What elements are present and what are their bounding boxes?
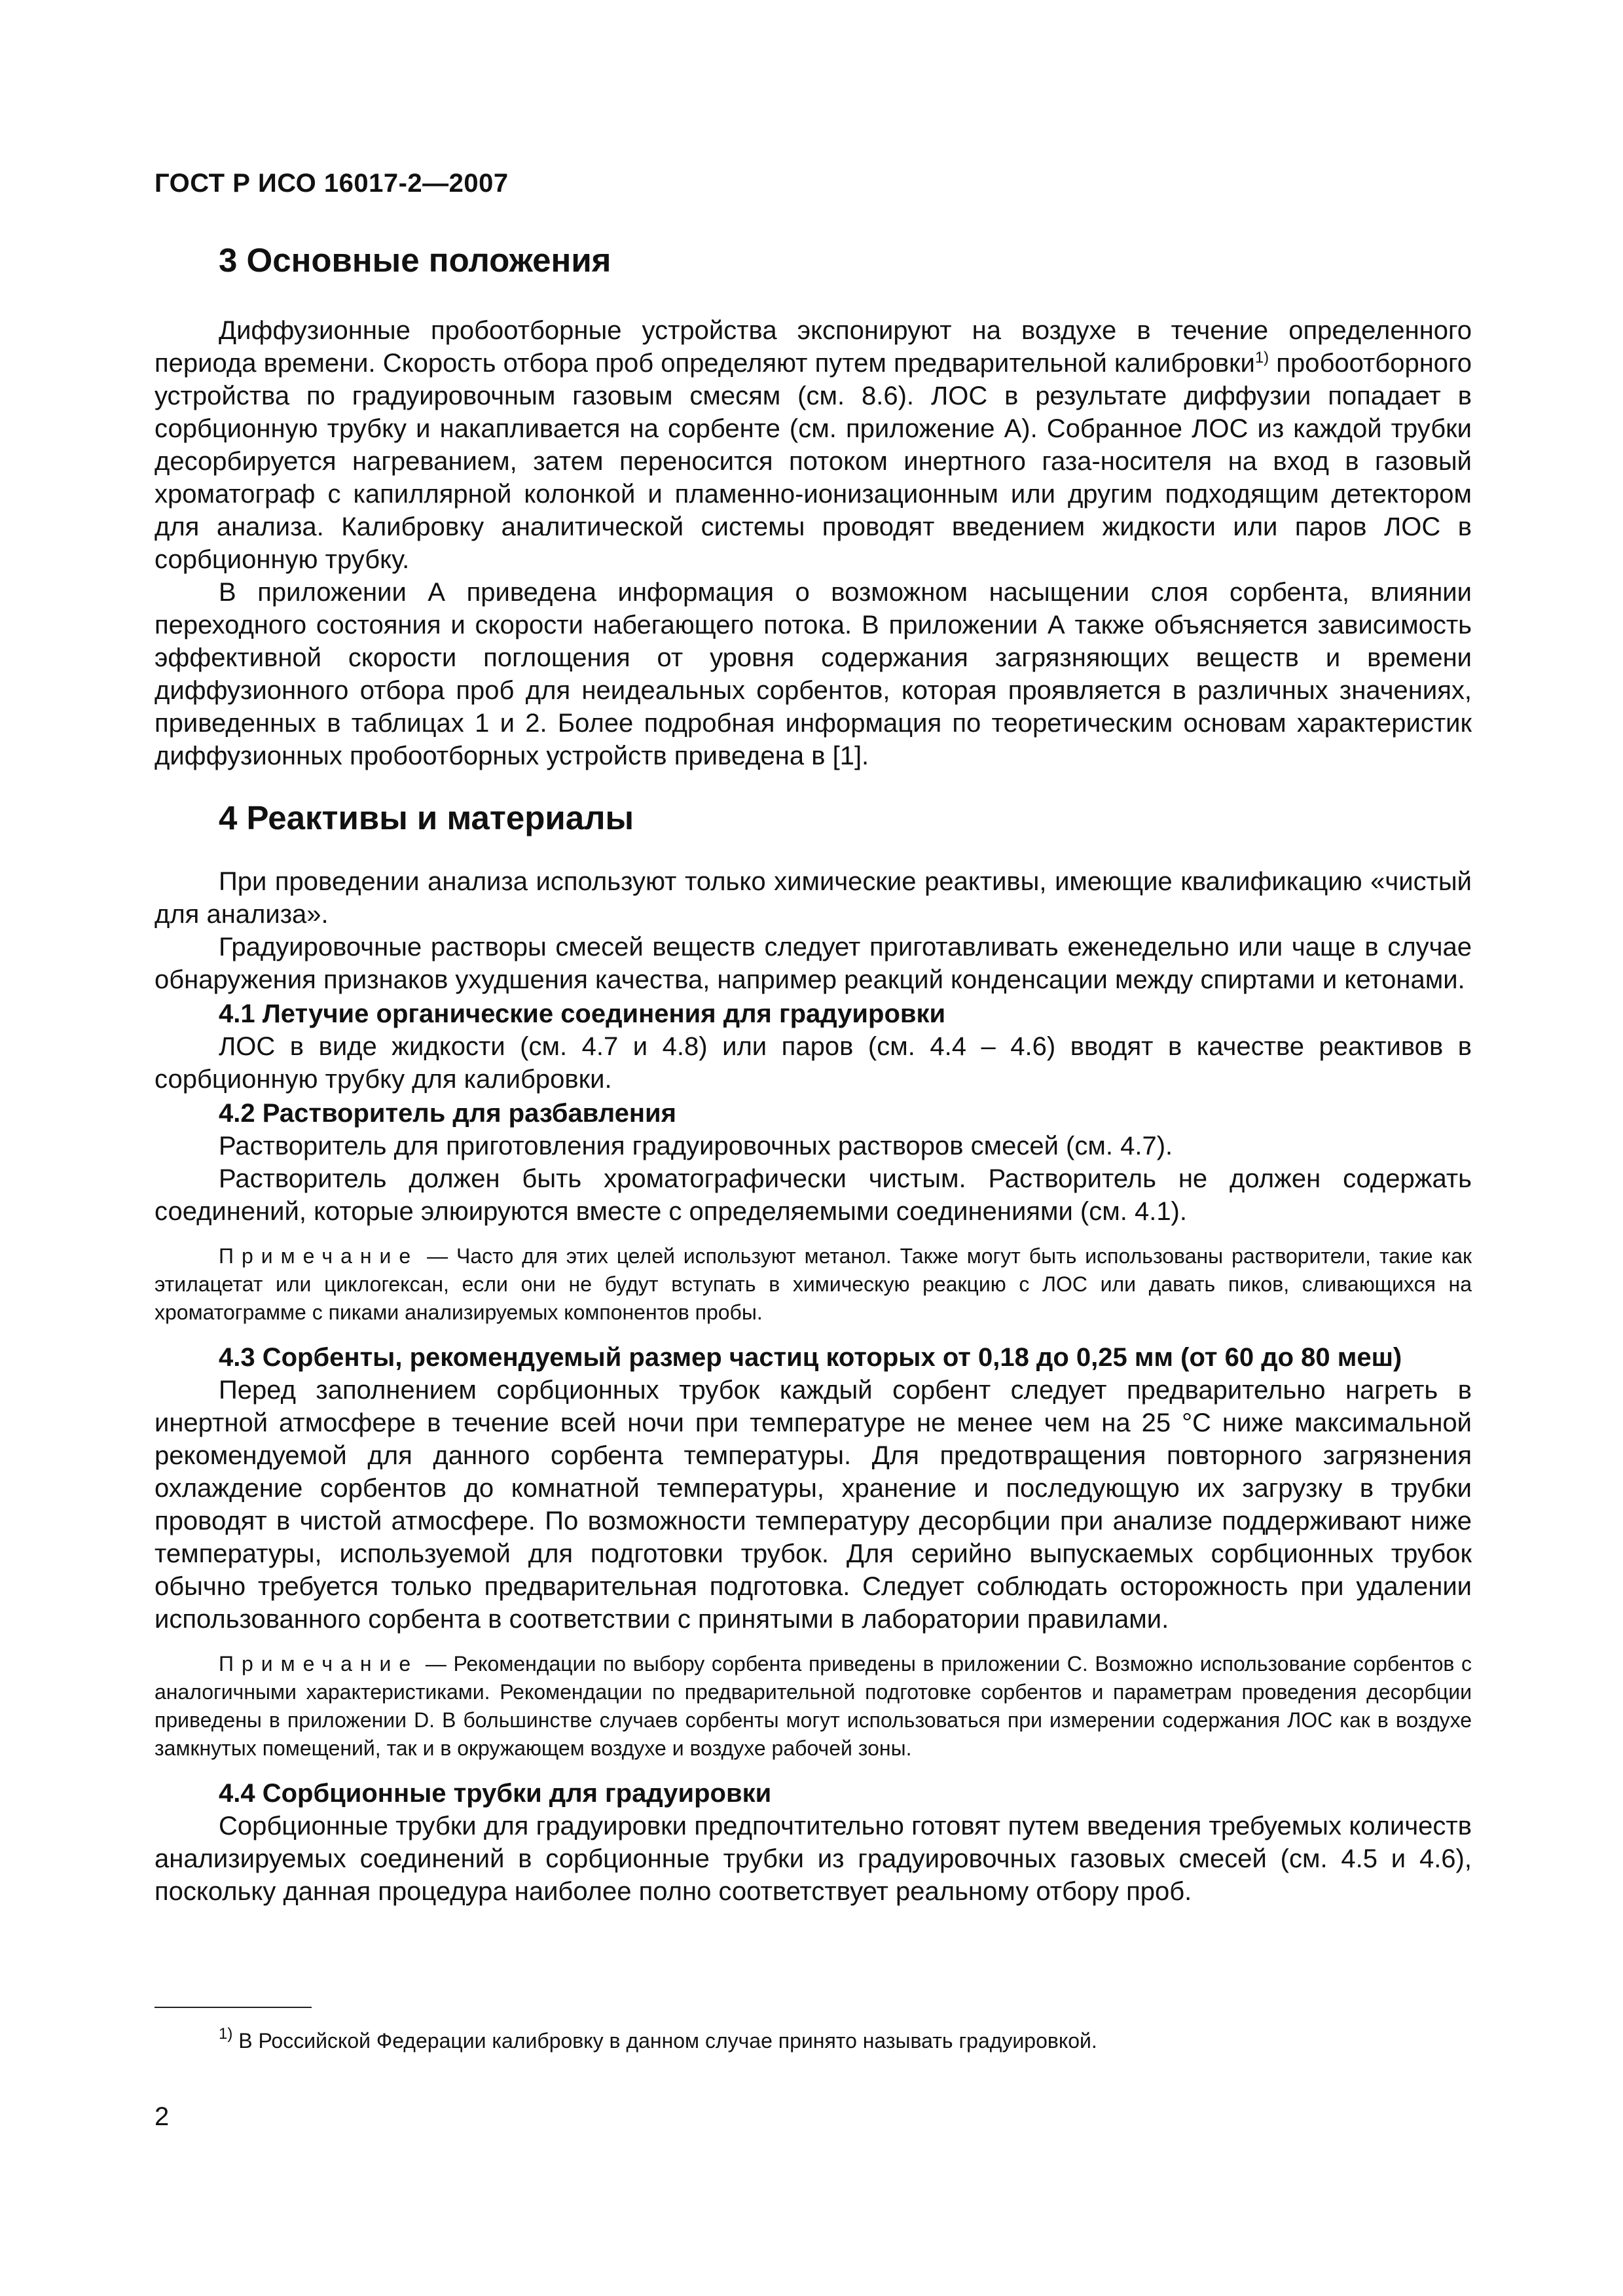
subsection-4-2-text-2: Растворитель должен быть хроматографически чистым. Растворитель не должен содержать соединений, которые элюируются вместе с определяемыми соединениями (см. 4.1).: [155, 1164, 1472, 1226]
subsection-4-4-text: Сорбционные трубки для градуировки предпочтительно готовят путем введения требуемых количеств анализируемых соединений в сорбционные трубки из градуировочных газовых смесей (см. 4.5 и 4.6), поскольку данная процедура наиболее полно соответствует реальному отбору проб.: [155, 1812, 1472, 1906]
subsection-4-4-heading: 4.4 Сорбционные трубки для градуировки: [219, 1779, 772, 1808]
document-code: ГОСТ Р ИСО 16017-2—2007: [155, 169, 509, 198]
subsection-4-3-text: Перед заполнением сорбционных трубок каждый сорбент следует предварительно нагреть в инертной атмосфере в течение всей ночи при температуре не менее чем на 25 °С ниже максимальной рекомендуемой для данного сорбента температуры. Для предотвращения повторного загрязнения охлаждение сорбентов до комнатной температуры, хранение и последующую их загрузку в трубки проводят в чистой атмосфере. По возможности температуру десорбции при анализе поддерживают ниже температуры, используемой для подготовки трубок. Для серийно выпускаемых сорбционных трубок обычно требуется только предварительная подготовка. Следует соблюдать осторожность при удалении использованного сорбента в соответствии с принятыми в лаборатории правилами.: [155, 1376, 1472, 1634]
footnote-text: В Российской Федерации калибровку в данном случае принято называть градуировкой.: [232, 2029, 1097, 2053]
footnote-reference: 1): [1254, 349, 1269, 367]
section-3-paragraph-1: [155, 314, 1472, 576]
subsection-4-1-text: ЛОС в виде жидкости (см. 4.7 и 4.8) или паров (см. 4.4 – 4.6) вводят в качестве реактивов в сорбционную трубку для калибровки.: [155, 1032, 1472, 1094]
footnote-divider: [155, 2007, 312, 2008]
footnote-marker: 1): [219, 2025, 233, 2043]
note-2: [155, 1650, 1472, 1763]
page-number: 2: [155, 2102, 170, 2131]
note-2-text: — Рекомендации по выбору сорбента приведены в приложении С. Возможно использование сорбентов с аналогичными характеристиками. Рекомендации по предварительной подготовке сорбентов и параметрам проведения десорбции приведены в приложении D. В большинстве случаев сорбенты могут использоваться при измерении содержания ЛОС как в воздухе замкнутых помещений, так и в окружающем воздухе и воздухе рабочей зоны.: [155, 1652, 1472, 1760]
note-2-label: Примечание: [219, 1652, 419, 1676]
main-content: [155, 240, 1472, 1908]
section-3-heading: 3 Основные положения: [219, 242, 611, 279]
section-3-paragraph-2: В приложении А приведена информация о возможном насыщении слоя сорбента, влиянии переходного состояния и скорости набегающего потока. В приложении А также объясняется зависимость эффективной скорости поглощения от уровня содержания загрязняющих веществ и времени диффузионного отбора проб для неидеальных сорбентов, которая проявляется в различных значениях, приведенных в таблицах 1 и 2. Более подробная информация по теоретическим основам характеристик диффузионных пробоотборных устройств приведена в [1].: [155, 578, 1472, 770]
section-3-p1-text-b: пробоотборного устройства по градуировочным газовым смесям (см. 8.6). ЛОС в результате диффузии попадает в сорбционную трубку и накапливается на сорбенте (см. приложение А). Собранное ЛОС из каждой трубки десорбируется нагреванием, затем переносится потоком инертного газа-носителя на вход в газовый хроматограф с капиллярной колонкой и пламенно-ионизационным или другим подходящим детектором для анализа. Калибровку аналитической системы проводят введением жидкости или паров ЛОС в сорбционную трубку.: [155, 349, 1472, 574]
subsection-4-3-heading: 4.3 Сорбенты, рекомендуемый размер частиц которых от 0,18 до 0,25 мм (от 60 до 80 меш): [219, 1343, 1402, 1372]
footnote: [219, 2025, 1097, 2054]
note-1-label: Примечание: [219, 1244, 419, 1268]
section-4-paragraph-2: Градуировочные растворы смесей веществ следует приготавливать еженедельно или чаще в случае обнаружения признаков ухудшения качества, например реакций конденсации между спиртами и кетонами.: [155, 933, 1472, 994]
subsection-4-2-text-1: Растворитель для приготовления градуировочных растворов смесей (см. 4.7).: [219, 1132, 1173, 1160]
subsection-4-2-heading: 4.2 Растворитель для разбавления: [219, 1099, 676, 1128]
note-1: [155, 1242, 1472, 1327]
note-1-text: — Часто для этих целей используют метанол. Также могут быть использованы растворители, такие как этилацетат или циклогексан, если они не будут вступать в химическую реакцию с ЛОС или давать пиков, сливающихся на хроматограмме с пиками анализируемых компонентов пробы.: [155, 1244, 1472, 1324]
section-4-heading: 4 Реактивы и материалы: [219, 799, 634, 836]
section-3-p1-text-a: Диффузионные пробоотборные устройства экспонируют на воздухе в течение определенного периода времени. Скорость отбора проб определяют путем предварительной калибровки: [155, 316, 1472, 378]
section-4-paragraph-1: При проведении анализа используют только химические реактивы, имеющие квалификацию «чистый для анализа».: [155, 867, 1472, 929]
subsection-4-1-heading: 4.1 Летучие органические соединения для градуировки: [219, 999, 946, 1028]
